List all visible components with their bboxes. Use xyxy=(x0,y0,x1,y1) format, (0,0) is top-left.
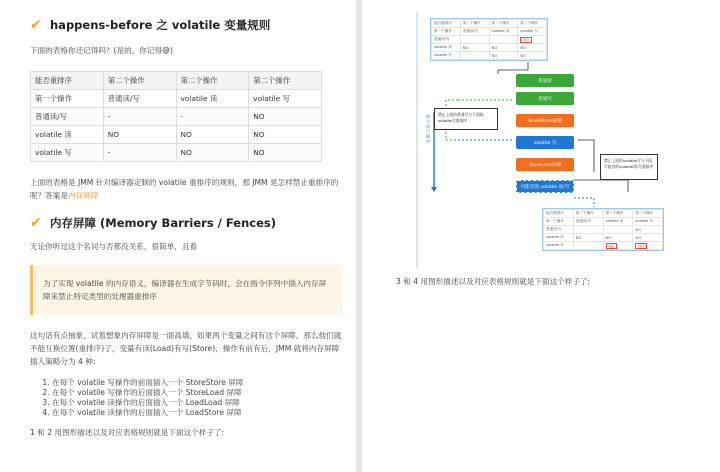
cell: - xyxy=(103,108,176,126)
cell: 普通读/写 xyxy=(432,36,461,44)
blockquote xyxy=(30,265,342,315)
cell: volatile 写 xyxy=(544,242,574,250)
cell: volatile 读 xyxy=(489,28,518,36)
after-table-sentence: 上面的表格是 JMM 针对编译器定制的 volatile 重排序的规则，那 JMM 是怎样禁止重排序的呢？答案是 xyxy=(30,178,339,200)
highlight-no: NO xyxy=(520,37,532,43)
cell xyxy=(603,242,633,250)
barrier-intro: 无论你听过这个名词与否都没关系，很简单，且看 xyxy=(30,242,198,251)
right-page xyxy=(362,0,720,472)
maybe-volatile-box: 可能有的 volatile 读/写 xyxy=(516,180,574,193)
heading-memory-barriers xyxy=(30,212,342,234)
arrow-line xyxy=(574,198,594,207)
memory-barrier-link[interactable]: 内存屏障 xyxy=(67,191,99,200)
cell: - xyxy=(176,108,249,126)
table-header: 第二个操作 xyxy=(103,72,176,90)
storestore-barrier-box: StoreStore屏障 xyxy=(516,114,574,127)
cell: 第二个操作 xyxy=(460,20,489,28)
cell: 普通读/写 xyxy=(573,218,603,226)
cell: volatile 读 xyxy=(176,90,249,108)
cell: volatile 读 xyxy=(603,218,633,226)
closing-text: 1 和 2 用图形描述以及对应表格规则就是下面这个样子了: xyxy=(30,428,225,437)
cell: NO xyxy=(518,52,547,60)
cell: 普通读/写 xyxy=(103,90,176,108)
barrier-diagram xyxy=(416,12,668,268)
cell: 普通读/写 xyxy=(460,28,489,36)
quote-text: 为了实现 volatile 的内存语义，编译器在生成字节码时，会在指令序列中插入内存屏障来禁止特定类型的处理器重排序 xyxy=(43,279,327,301)
cell: NO xyxy=(249,108,322,126)
cell: NO xyxy=(460,44,489,52)
barrier-paragraph: 这句话有点抽象，试着想象内存屏障是一面高墙，如果两个变量之间有这个屏障，那么他们就不能互换位置(重排序)了，变量有读(Load)有写(Store)，操作有前有后，JMM 就将内存屏障插入策略分为 4 种: xyxy=(30,331,342,366)
cell: NO xyxy=(249,126,322,144)
cell: volatile 读 xyxy=(432,44,461,52)
cell xyxy=(633,242,663,250)
table-header: 第二个操作 xyxy=(176,72,249,90)
checkmark-icon: ✔ xyxy=(30,215,42,231)
flow-arrowhead xyxy=(431,187,437,192)
cell xyxy=(573,242,603,250)
cell: volatile 写 xyxy=(432,52,461,60)
volatile-write-box: volatile 写 xyxy=(516,136,574,149)
cell: NO xyxy=(176,144,249,162)
arrow-line xyxy=(574,180,628,192)
cell: 能否重排序 xyxy=(432,20,461,28)
execution-order-label: 指令执行顺序 xyxy=(426,114,431,144)
cell: NO xyxy=(489,52,518,60)
cell: 第二个操作 xyxy=(518,20,547,28)
cell: volatile 读 xyxy=(31,126,104,144)
cell: NO xyxy=(633,226,663,234)
normal-write-box: 普通写 xyxy=(516,92,574,105)
table-row xyxy=(31,108,322,126)
cell: NO xyxy=(603,234,633,242)
list-item: 4. 在每个 volatile 读操作的后面插入一个 LoadStore 屏障 xyxy=(52,408,342,418)
mini-table-bottom xyxy=(542,208,664,251)
cell: NO xyxy=(249,144,322,162)
cell: 第二个操作 xyxy=(633,210,663,218)
cell: 第二个操作 xyxy=(603,210,633,218)
cell: NO xyxy=(633,234,663,242)
reorder-table xyxy=(30,71,322,162)
cell xyxy=(573,226,603,234)
cell: volatile 写 xyxy=(518,28,547,36)
cell: 第一个操作 xyxy=(31,90,104,108)
cell: volatile 写 xyxy=(633,218,663,226)
highlight-no: NO xyxy=(606,243,618,249)
table-header: 第二个操作 xyxy=(249,72,322,90)
cell: - xyxy=(103,144,176,162)
figure-caption: 3 和 4 用图形描述以及对应表格规则就是下面这个样子了: xyxy=(396,277,591,286)
cell: NO xyxy=(103,126,176,144)
storeload-barrier-box: StoreLoad屏障 xyxy=(516,158,574,171)
checkmark-icon: ✔ xyxy=(30,17,42,33)
heading-text: 内存屏障 (Memory Barriers / Fences) xyxy=(50,216,276,230)
heading-volatile-rule xyxy=(30,14,342,36)
table-header: 能否重排序 xyxy=(31,72,104,90)
cell: NO xyxy=(518,44,547,52)
heading-text: happens-before 之 volatile 变量规则 xyxy=(50,18,271,32)
table-row xyxy=(31,126,322,144)
cell: NO xyxy=(573,234,603,242)
normal-read-box: 普通读 xyxy=(516,74,574,87)
cell: 普通读/写 xyxy=(544,226,574,234)
list-item: 2. 在每个 volatile 写操作的后面插入一个 StoreLoad 屏障 xyxy=(52,388,342,398)
table-row xyxy=(31,144,322,162)
intro-text: 下面的表格你还记得吗？(是的，你记得😅) xyxy=(30,46,173,55)
cell: volatile 写 xyxy=(31,144,104,162)
note-storeload: 禁止上面的volatile写与下面可能有的volatile读/写重排序 xyxy=(600,154,658,180)
cell: 第二个操作 xyxy=(489,20,518,28)
table-row xyxy=(31,90,322,108)
cell: 普通读/写 xyxy=(31,108,104,126)
cell: 第一个操作 xyxy=(432,28,461,36)
cell: NO xyxy=(176,126,249,144)
cell: 能否重排序 xyxy=(544,210,574,218)
list-item: 1. 在每个 volatile 写操作的前面插入一个 StoreStore 屏障 xyxy=(52,378,342,388)
cell: NO xyxy=(489,44,518,52)
left-page xyxy=(0,0,356,472)
note-storestore: 禁止上面的普通写与下面的volatile写重排序 xyxy=(434,108,498,130)
highlight-no: NO xyxy=(635,243,647,249)
arrow-line xyxy=(578,140,594,172)
cell xyxy=(603,226,633,234)
cell: volatile 读 xyxy=(544,234,574,242)
list-item: 3. 在每个 volatile 读操作的后面插入一个 LoadLoad 屏障 xyxy=(52,398,342,408)
cell: 第二个操作 xyxy=(573,210,603,218)
cell: volatile 写 xyxy=(249,90,322,108)
cell: 第一个操作 xyxy=(544,218,574,226)
after-table-text xyxy=(30,176,342,202)
barrier-strategy-list xyxy=(30,378,342,418)
